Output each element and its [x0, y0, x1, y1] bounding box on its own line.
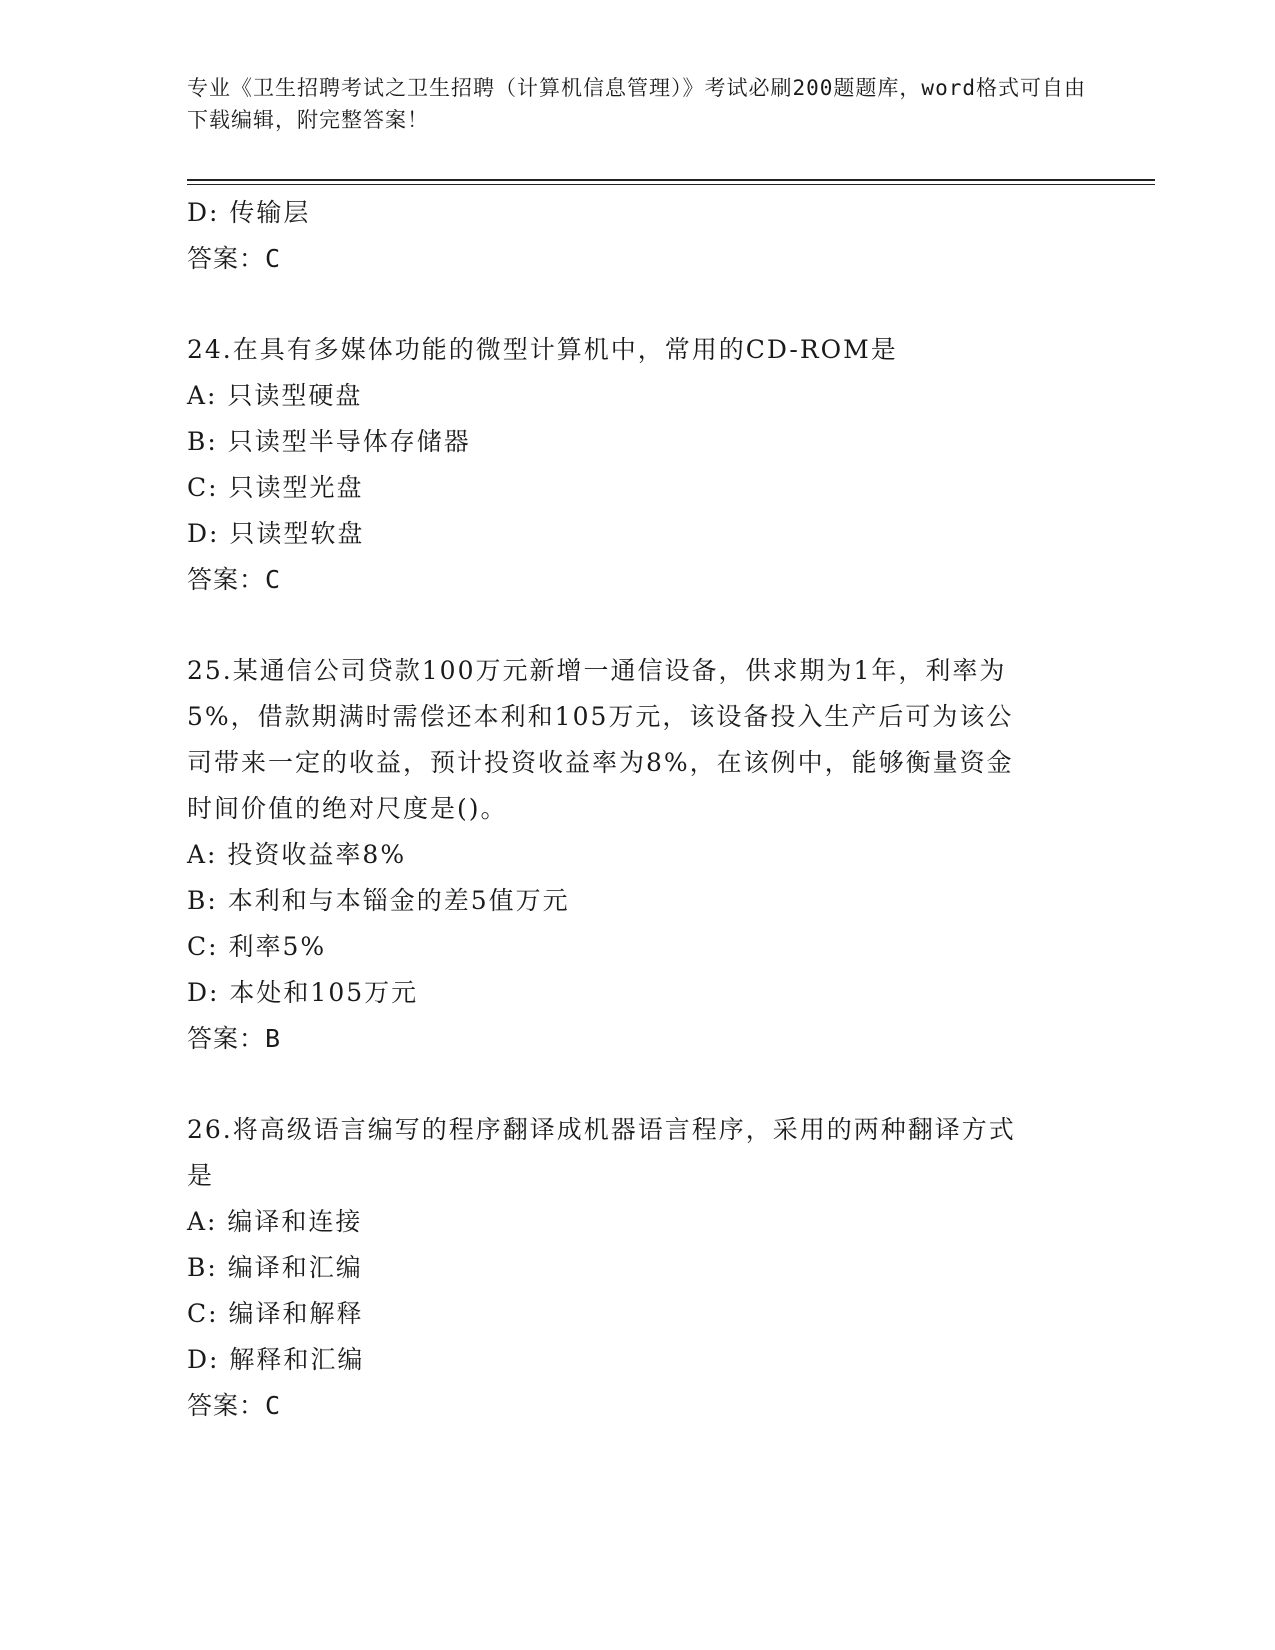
question-26: [187, 1107, 1087, 1429]
header-rule-thick: [187, 179, 1155, 181]
option-d: D: 解释和汇编: [187, 1345, 365, 1374]
question-25: [187, 648, 1087, 1062]
option-b: B: 只读型半导体存储器: [187, 427, 471, 456]
prev-option-d: D: 传输层: [187, 198, 311, 227]
question-stem: 26.将高级语言编写的程序翻译成机器语言程序，采用的两种翻译方式是: [187, 1115, 1016, 1190]
option-c: C: 编译和解释: [187, 1299, 364, 1328]
document-header: 专业《卫生招聘考试之卫生招聘（计算机信息管理）》考试必刷200题题库，word格式可自由下载编辑，附完整答案！: [187, 76, 1086, 132]
option-b: B: 编译和汇编: [187, 1253, 363, 1282]
question-stem: 25.某通信公司贷款100万元新增一通信设备，供求期为1年，利率为5%，借款期满时需偿还本利和105万元，该设备投入生产后可为该公司带来一定的收益，预计投资收益率为8%，在该例中，能够衡量资金时间价值的绝对尺度是()。: [187, 656, 1014, 823]
option-c: C: 利率5%: [187, 932, 327, 961]
prev-answer: 答案：C: [187, 244, 282, 273]
option-d: D: 只读型软盘: [187, 519, 365, 548]
question-content: [187, 190, 1087, 1429]
answer: 答案：C: [187, 565, 282, 594]
option-b: B: 本利和与本锱金的差5值万元: [187, 886, 570, 915]
question-24: [187, 327, 1087, 603]
option-a: A: 投资收益率8%: [187, 840, 407, 869]
header-rule-thin: [187, 184, 1155, 185]
option-a: A: 只读型硬盘: [187, 381, 363, 410]
option-c: C: 只读型光盘: [187, 473, 364, 502]
option-d: D: 本处和105万元: [187, 978, 419, 1007]
question-stem: 24.在具有多媒体功能的微型计算机中，常用的CD-ROM是: [187, 335, 898, 364]
option-a: A: 编译和连接: [187, 1207, 363, 1236]
answer: 答案：B: [187, 1024, 282, 1053]
answer: 答案：C: [187, 1391, 282, 1420]
